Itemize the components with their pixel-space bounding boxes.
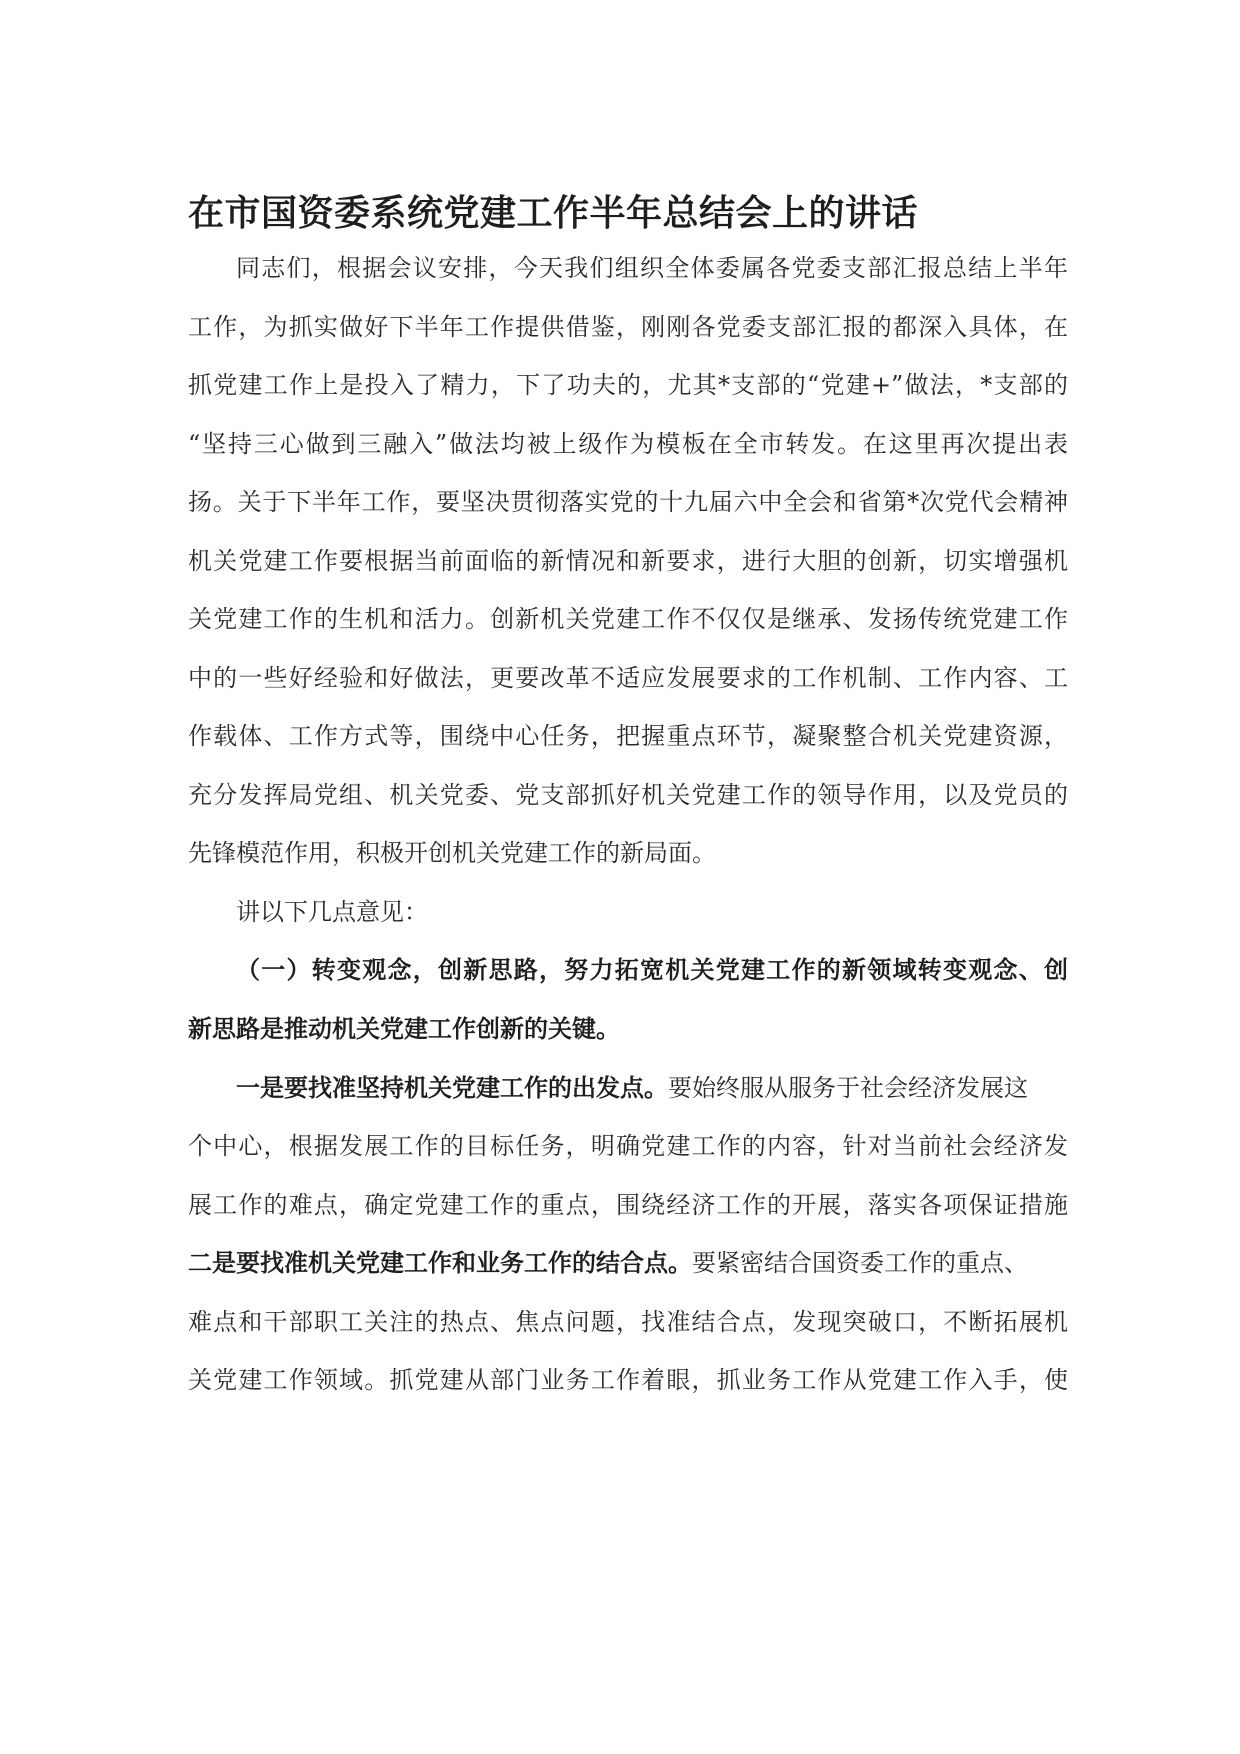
paragraph-line: 充分发挥局党组、机关党委、党支部抓好机关党建工作的领导作用，以及党员的 [188,781,1068,809]
paragraph-line: 个中心，根据发展工作的目标任务，明确党建工作的内容，针对当前社会经济发 [188,1132,1068,1160]
paragraph-line: “坚持三心做到三融入”做法均被上级作为模板在全市转发。在这里再次提出表 [188,430,1068,458]
paragraph-line [236,1070,1068,1106]
paragraph-line: 关党建工作的生机和活力。创新机关党建工作不仅仅是继承、发扬传统党建工作 [188,605,1068,633]
point-text: 要始终服从服务于社会经济发展这 [668,1074,1028,1102]
paragraph-line: 同志们，根据会议安排，今天我们组织全体委属各党委支部汇报总结上半年 [236,254,1068,282]
paragraph-line: 讲以下几点意见： [236,898,428,926]
paragraph-line: 中的一些好经验和好做法，更要改革不适应发展要求的工作机制、工作内容、工 [188,664,1068,692]
paragraph-line: 抓党建工作上是投入了精力，下了功夫的，尤其*支部的“党建+”做法，*支部的 [188,371,1068,399]
point-text: 要紧密结合国资委工作的重点、 [692,1249,1028,1277]
section-heading-line: （一）转变观念，创新思路，努力拓宽机关党建工作的新领域转变观念、创 [236,955,1068,984]
document-title: 在市国资委系统党建工作半年总结会上的讲话 [188,193,919,234]
paragraph-line: 展工作的难点，确定党建工作的重点，围绕经济工作的开展，落实各项保证措施 [188,1191,1068,1219]
paragraph-line: 扬。关于下半年工作，要坚决贯彻落实党的十九届六中全会和省第*次党代会精神 [188,488,1068,516]
section-heading-line: 新思路是推动机关党建工作创新的关键。 [188,1014,620,1043]
point-lead: 一是要找准坚持机关党建工作的出发点。 [236,1073,668,1102]
paragraph-line: 工作，为抓实做好下半年工作提供借鉴，刚刚各党委支部汇报的都深入具体，在 [188,313,1068,341]
paragraph-line: 关党建工作领域。抓党建从部门业务工作着眼，抓业务工作从党建工作入手，使 [188,1366,1068,1394]
paragraph-line: 机关党建工作要根据当前面临的新情况和新要求，进行大胆的创新，切实增强机 [188,547,1068,575]
point-lead: 二是要找准机关党建工作和业务工作的结合点。 [188,1248,692,1277]
paragraph-line: 作载体、工作方式等，围绕中心任务，把握重点环节，凝聚整合机关党建资源， [188,722,1068,750]
paragraph-line [188,1245,1068,1281]
paragraph-line: 难点和干部职工关注的热点、焦点问题，找准结合点，发现突破口，不断拓展机 [188,1308,1068,1336]
paragraph-line: 先锋模范作用，积极开创机关党建工作的新局面。 [188,839,716,867]
